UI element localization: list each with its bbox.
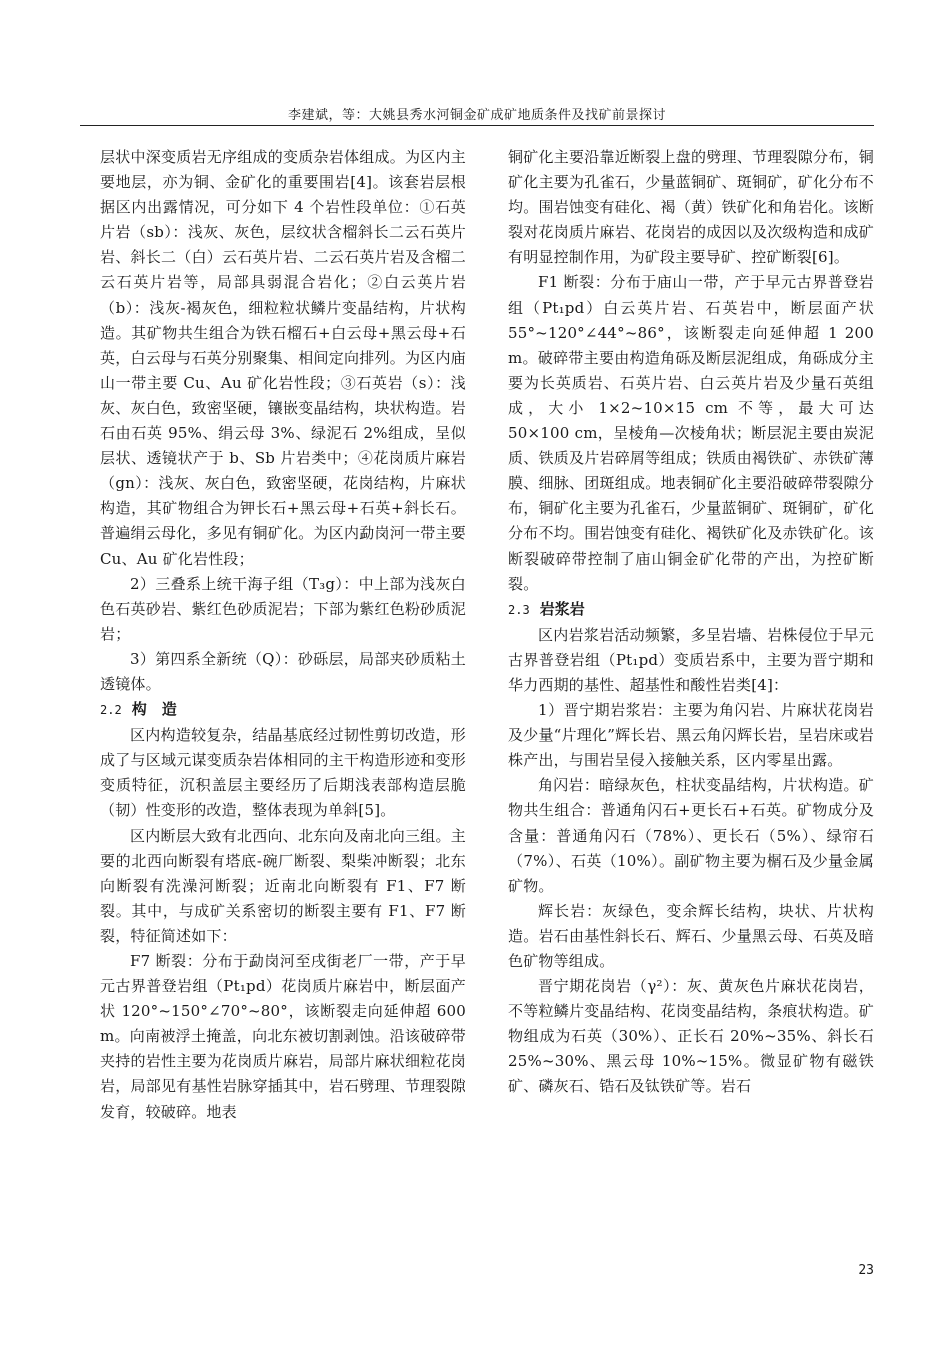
paragraph-amphibolite: 角闪岩：暗绿灰色，柱状变晶结构，片状构造。矿物共生组合：普通角闪石+更长石+石英。矿物成分及含量：普通角闪石（78%）、更长石（5%）、绿帘石（7%）、石英（10%）。副矿物主要为榍石及少量金属矿物。 [508,776,874,895]
paragraph-quaternary: 3）第四系全新统（Q）：砂砾层，局部夹砂质粘土透镜体。 [100,649,466,693]
section-title: 岩浆岩 [539,599,585,618]
paragraph-f7-fault: F7 断裂：分布于勐岗河至戌街老厂一带，产于早元古界普登岩组（Pt₁pd）花岗质片麻岩中，断层面产状 120°~150°∠70°~80°，该断裂走向延伸超 600 m。向南被浮土掩盖，向北东被切割剥蚀。沿该破碎带夹持的岩性主要为花岗质片麻岩，局部片麻状细粒花岗岩，局部见有基性岩脉穿插其中，岩石劈理、节理裂隙发育，较破碎。地表 [100,952,466,1121]
paragraph-fault-groups: 区内断层大致有北西向、北东向及南北向三组。主要的北西向断裂有塔底-碗厂断裂、梨柴冲断裂；北东向断裂有洗澡河断裂；近南北向断裂有 F1、F7 断裂。其中，与成矿关系密切的断裂主要有 F1、F7 断裂，特征简述如下： [100,826,466,945]
section-number: 2.3 [508,602,530,617]
paragraph-magmatic-overview: 区内岩浆岩活动频繁，多呈岩墙、岩株侵位于早元古界普登岩组（Pt₁pd）变质岩系中，主要为晋宁期和华力西期的基性、超基性和酸性岩类[4]： [508,625,874,694]
section-title: 构 造 [131,700,177,719]
paragraph-gabbro: 辉长岩：灰绿色，变余辉长结构，块状、片状构造。岩石由基性斜长石、辉石、少量黑云母、石英及暗色矿物等组成。 [508,901,874,970]
paragraph-strata-units: 层状中深变质岩无序组成的变质杂岩体组成。为区内主要地层，亦为铜、金矿化的重要围岩[4]。该套岩层根据区内出露情况，可分如下 4 个岩性段单位：①石英片岩（sb）：浅灰、灰色，层纹状含榴斜长二云石英片岩、斜长二（白）云石英片岩、二云石英片岩及含榴二云石英片岩等，局部具弱混合岩化；②白云英片岩（b）：浅灰-褐灰色，细粒粒状鳞片变晶结构，片状构造。其矿物共生组合为铁石榴石+白云母+黑云母+石英，白云母与石英分别聚集、相间定向排列。为区内庙山一带主要 Cu、Au 矿化岩性段；③石英岩（s）：浅灰、灰白色，致密坚硬，镶嵌变晶结构，块状构造。岩石由石英 95%、绢云母 3%、绿泥石 2%组成，呈似层状、透镜状产于 b、Sb 片岩类中；④花岗质片麻岩（gn）：浅灰、灰白色，致密坚硬，花岗结构，片麻状构造，其矿物组合为钾长石+黑云母+石英+斜长石。普遍绢云母化，多见有铜矿化。为区内勐岗河一带主要 Cu、Au 矿化岩性段； [100,148,466,568]
header-rule [80,125,874,126]
paragraph-f7-mineralization: 铜矿化主要沿靠近断裂上盘的劈理、节理裂隙分布，铜矿化主要为孔雀石，少量蓝铜矿、斑铜矿，矿化分布不均。围岩蚀变有硅化、褐（黄）铁矿化和角岩化。该断裂对花岗质片麻岩、花岗岩的成因以及次级构造和成矿有明显控制作用，为矿段主要导矿、控矿断裂[6]。 [508,148,874,267]
paragraph-f1-fault: F1 断裂：分布于庙山一带，产于早元古界普登岩组（Pt₁pd）白云英片岩、石英岩中，断层面产状 55°~120°∠44°~86°，该断裂走向延伸超 1 200 m。破碎带主要由构造角砾及断层泥组成，角砾成分主要为长英质岩、石英片岩、白云英片岩及少量石英组成，大小 1×2~10×15 cm 不等，最大可达 50×100 cm，呈棱角—次棱角状；断层泥主要由炭泥质、铁质及片岩碎屑等组成；铁质由褐铁矿、赤铁矿薄膜、细脉、团斑组成。地表铜矿化主要沿破碎带裂隙分布，铜矿化主要为孔雀石，少量蓝铜矿、斑铜矿，矿化分布不均。围岩蚀变有硅化、褐铁矿化及赤铁矿化。该断裂破碎带控制了庙山铜金矿化带的产出，为控矿断裂。 [508,273,874,593]
paragraph-structure-overview: 区内构造较复杂，结晶基底经过韧性剪切改造，形成了与区域元谋变质杂岩体相同的主干构造形迹和变形变质特征，沉积盖层主要经历了后期浅表部构造层脆（韧）性变形的改造，整体表现为单斜[5]。 [100,726,466,820]
right-column [508,145,874,1100]
section-number: 2.2 [100,703,122,718]
left-column [100,145,466,1125]
paragraph-jinning-granite: 晋宁期花岗岩（γ²）：灰、黄灰色片麻状花岗岩，不等粒鳞片变晶结构、花岗变晶结构，条痕状构造。矿物组成为石英（30%）、正长石 20%~35%、斜长石 25%~30%、黑云母 10%~15%。微显矿物有磁铁矿、磷灰石、锆石及钛铁矿等。岩石 [508,977,874,1096]
section-heading-structure [100,697,466,723]
section-heading-magmatic-rocks [508,597,874,623]
page-number: 23 [858,1263,874,1278]
running-head: 李建斌，等：大姚县秀水河铜金矿成矿地质条件及找矿前景探讨 [287,108,666,123]
paragraph-jinning-magmatic: 1）晋宁期岩浆岩：主要为角闪岩、片麻状花岗岩及少量“片理化”辉长岩、黑云角闪辉长岩，呈岩床或岩株产出，与围岩呈侵入接触关系，区内零星出露。 [508,701,874,770]
paragraph-triassic: 2）三叠系上统干海子组（T₃g）：中上部为浅灰白色石英砂岩、紫红色砂质泥岩；下部为紫红色粉砂质泥岩； [100,574,466,643]
